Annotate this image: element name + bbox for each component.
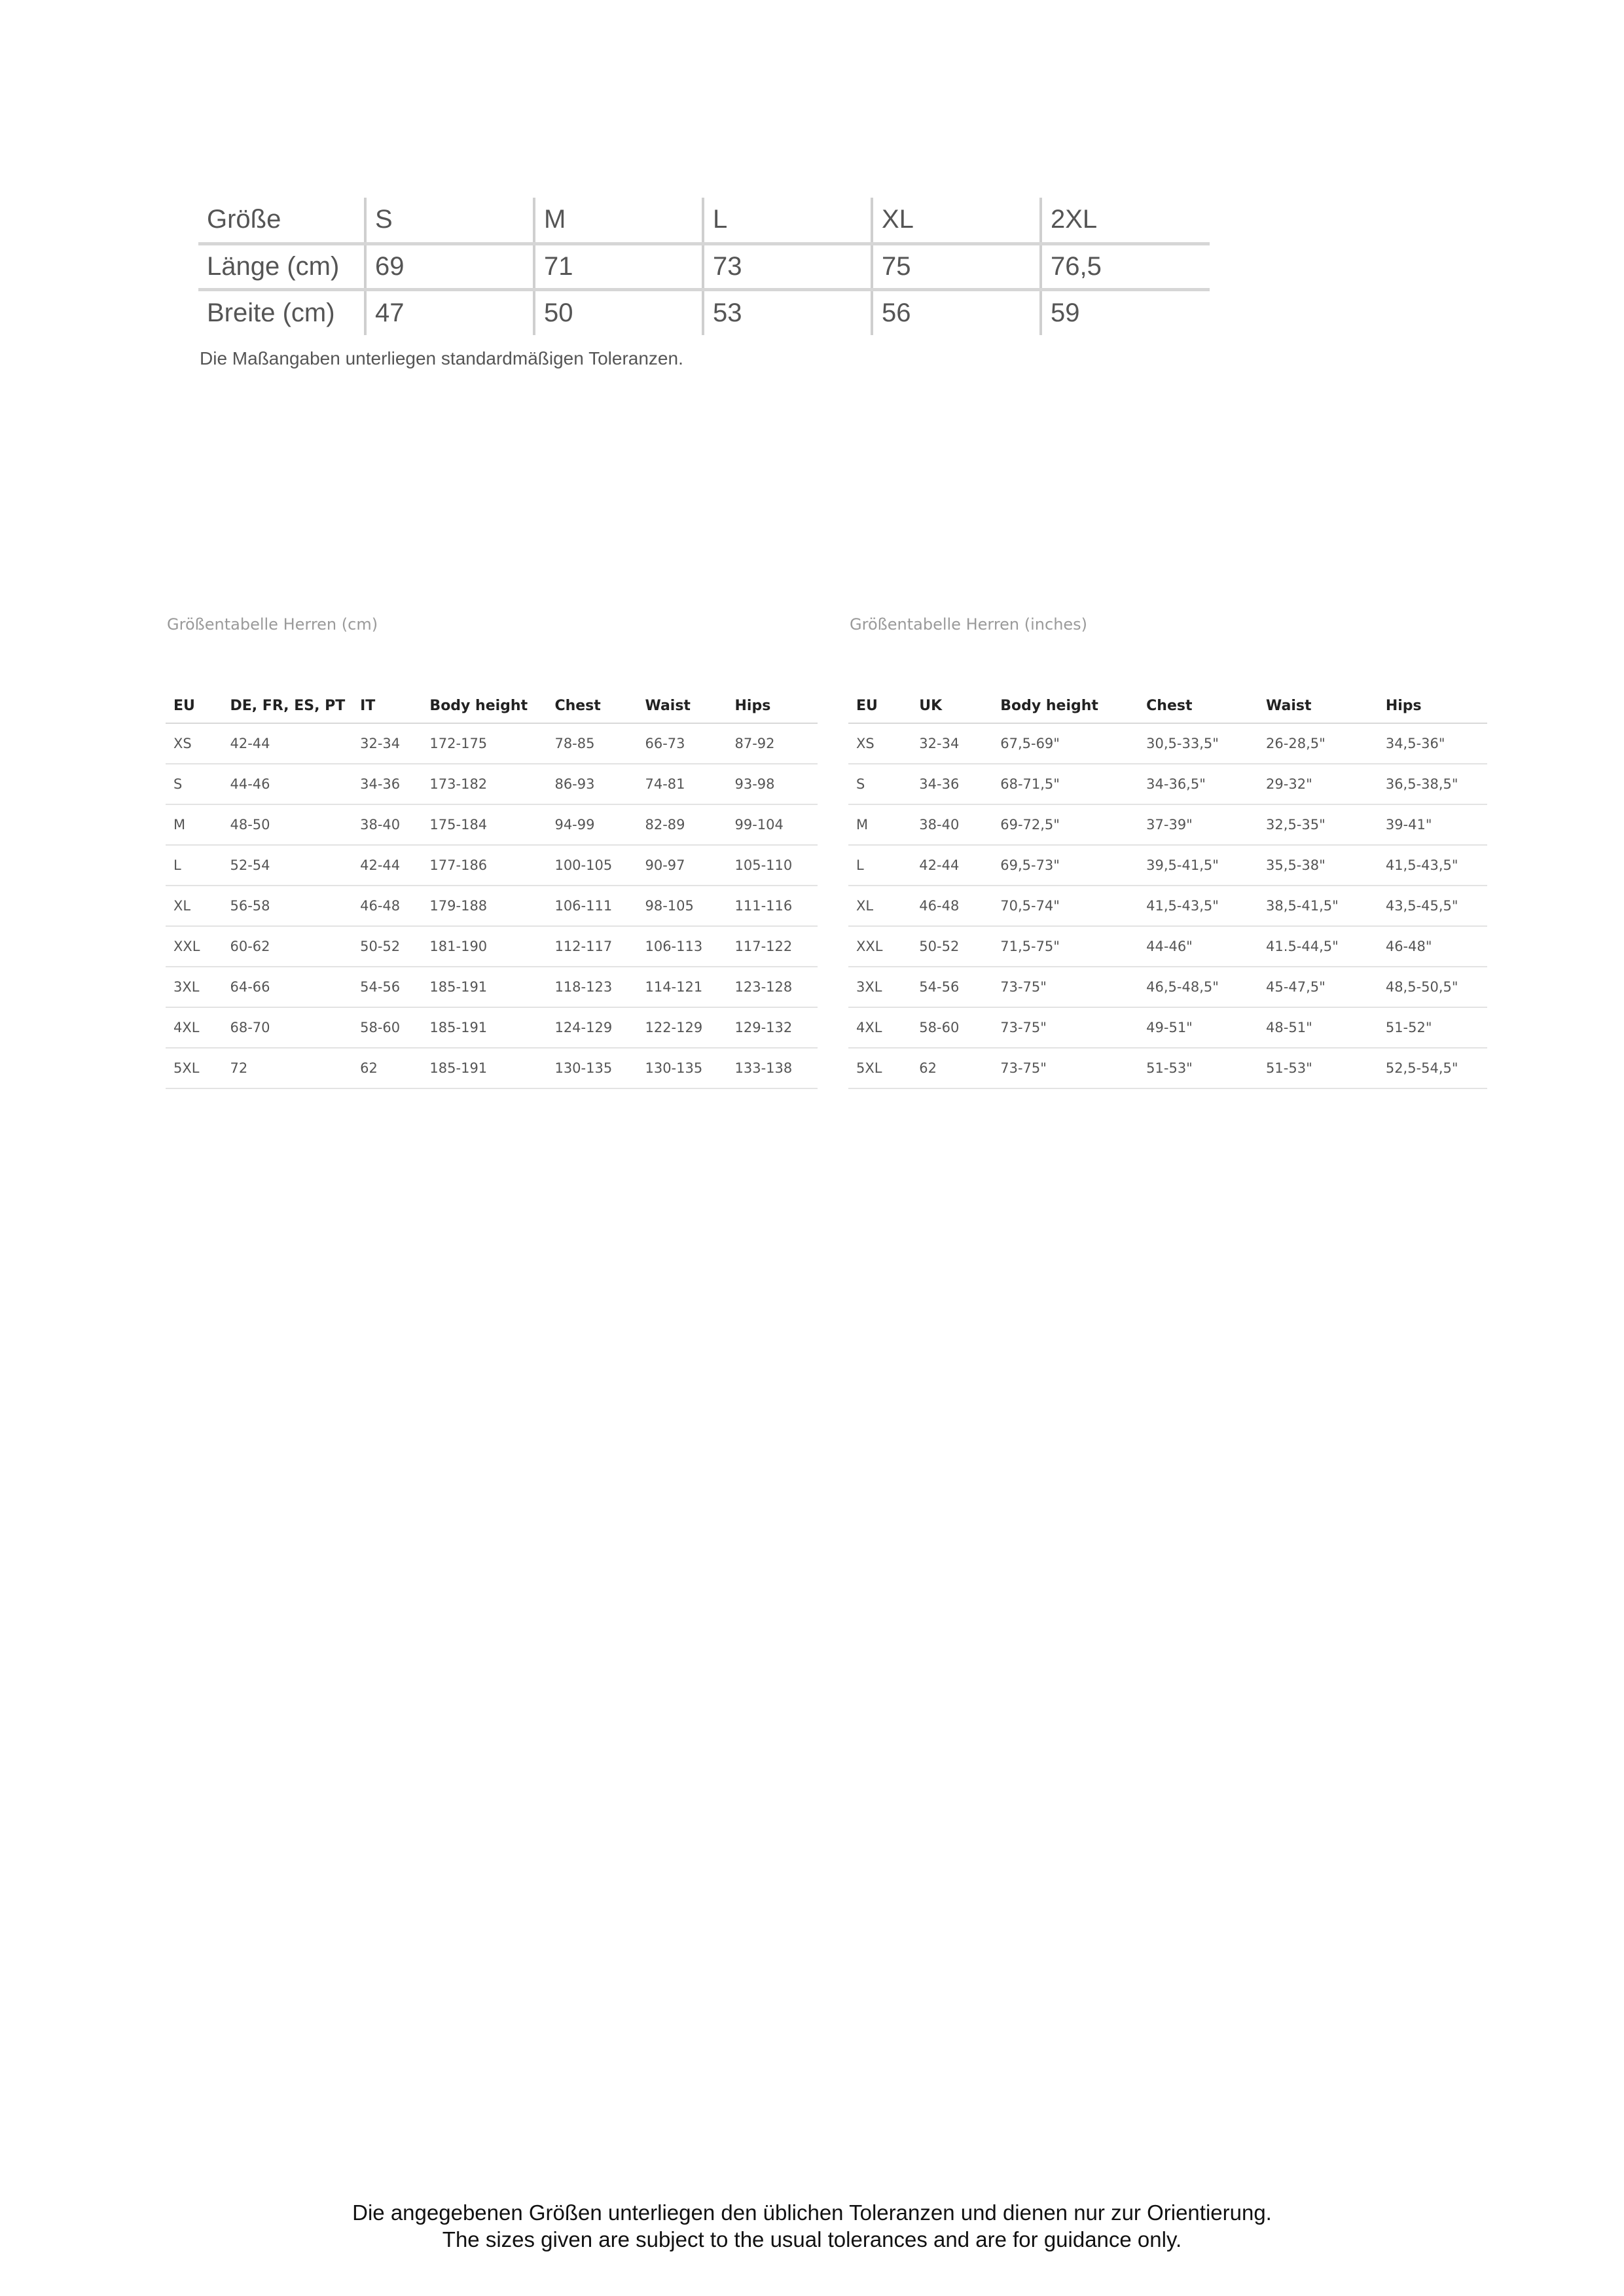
table-cell: 98-105: [637, 886, 727, 926]
column-header: Body height: [422, 689, 547, 723]
measurement-row: [198, 243, 1210, 289]
size-table-inches-head: [848, 689, 1487, 723]
table-cell: 73-75": [992, 967, 1138, 1007]
table-cell: 114-121: [637, 967, 727, 1007]
table-cell: 30,5-33,5": [1138, 723, 1258, 764]
table-cell: 124-129: [547, 1007, 637, 1048]
table-cell: 129-132: [727, 1007, 818, 1048]
table-cell: 44-46": [1138, 926, 1258, 967]
table-cell: 60-62: [223, 926, 353, 967]
table-cell: 49-51": [1138, 1007, 1258, 1048]
table-cell: 51-52": [1378, 1007, 1487, 1048]
table-header-row: [166, 689, 818, 723]
table-cell: XS: [166, 723, 223, 764]
table-cell: 58-60: [352, 1007, 422, 1048]
column-header: EU: [166, 689, 223, 723]
table-cell: 46-48: [352, 886, 422, 926]
table-cell: 58-60: [911, 1007, 992, 1048]
table-cell: 53: [703, 289, 872, 335]
table-cell: XXL: [848, 926, 911, 967]
column-header: EU: [848, 689, 911, 723]
table-cell: 51-53": [1138, 1048, 1258, 1088]
table-cell: 130-135: [547, 1048, 637, 1088]
table-cell: 59: [1041, 289, 1210, 335]
table-cell: 71: [534, 243, 703, 289]
table-cell: 93-98: [727, 764, 818, 804]
table-cell: 32,5-35": [1258, 804, 1378, 845]
table-row: [848, 1007, 1487, 1048]
table-cell: 52,5-54,5": [1378, 1048, 1487, 1088]
table-cell: 38,5-41,5": [1258, 886, 1378, 926]
footer-line-en: The sizes given are subject to the usual tolerances and are for guidance only.: [442, 2227, 1182, 2251]
table-cell: 66-73: [637, 723, 727, 764]
table-cell: 74-81: [637, 764, 727, 804]
table-cell: 185-191: [422, 967, 547, 1007]
table-cell: 106-113: [637, 926, 727, 967]
column-header: Hips: [727, 689, 818, 723]
table-cell: XXL: [166, 926, 223, 967]
table-cell: 34-36: [911, 764, 992, 804]
table-cell: Breite (cm): [207, 298, 335, 327]
table-cell: 48-51": [1258, 1007, 1378, 1048]
table-cell: 78-85: [547, 723, 637, 764]
size-table-cm-body: [166, 723, 818, 1088]
column-header: Chest: [547, 689, 637, 723]
table-cell: 64-66: [223, 967, 353, 1007]
table-row: [166, 723, 818, 764]
table-cell: 32-34: [911, 723, 992, 764]
table-cell: 3XL: [848, 967, 911, 1007]
table-cell: 48-50: [223, 804, 353, 845]
table-cell: XL: [848, 886, 911, 926]
table-cell: 51-53": [1258, 1048, 1378, 1088]
size-table-cm: [166, 689, 818, 1089]
table-cell: 181-190: [422, 926, 547, 967]
table-cell: 54-56: [911, 967, 992, 1007]
table-row: [166, 1007, 818, 1048]
table-cell: 48,5-50,5": [1378, 967, 1487, 1007]
table-cell: 43,5-45,5": [1378, 886, 1487, 926]
table-cell: 86-93: [547, 764, 637, 804]
table-cell: 87-92: [727, 723, 818, 764]
table-cell: 42-44: [223, 723, 353, 764]
table-cell: 177-186: [422, 845, 547, 886]
table-cell: 67,5-69": [992, 723, 1138, 764]
table-cell: 118-123: [547, 967, 637, 1007]
table-cell: 82-89: [637, 804, 727, 845]
chart-cm-title: Größentabelle Herren (cm): [167, 615, 378, 634]
table-cell: 56-58: [223, 886, 353, 926]
size-table-inches-body: [848, 723, 1487, 1088]
table-cell: 173-182: [422, 764, 547, 804]
table-cell: 3XL: [166, 967, 223, 1007]
table-cell: 133-138: [727, 1048, 818, 1088]
table-cell: 73: [703, 243, 872, 289]
table-row: [848, 967, 1487, 1007]
table-cell: 5XL: [848, 1048, 911, 1088]
table-cell: M: [848, 804, 911, 845]
table-cell: 75: [872, 243, 1041, 289]
table-cell: 112-117: [547, 926, 637, 967]
table-cell: 46,5-48,5": [1138, 967, 1258, 1007]
table-cell: 50-52: [352, 926, 422, 967]
table-cell: L: [166, 845, 223, 886]
column-header: Body height: [992, 689, 1138, 723]
table-row: [166, 926, 818, 967]
table-cell: XL: [166, 886, 223, 926]
table-row: [166, 804, 818, 845]
table-cell: 130-135: [637, 1048, 727, 1088]
table-cell: 123-128: [727, 967, 818, 1007]
table-cell: 73-75": [992, 1048, 1138, 1088]
table-cell: M: [166, 804, 223, 845]
table-cell: 68-71,5": [992, 764, 1138, 804]
table-cell: 69-72,5": [992, 804, 1138, 845]
table-row: [166, 886, 818, 926]
table-cell: XL: [872, 198, 1041, 243]
table-cell: 5XL: [166, 1048, 223, 1088]
table-cell: 50: [534, 289, 703, 335]
table-cell: 46-48": [1378, 926, 1487, 967]
measurement-note: Die Maßangaben unterliegen standardmäßigen Toleranzen.: [200, 348, 683, 368]
table-cell: 41,5-43,5": [1378, 845, 1487, 886]
chart-inches-title: Größentabelle Herren (inches): [850, 615, 1088, 634]
table-cell: 94-99: [547, 804, 637, 845]
column-header: Waist: [1258, 689, 1378, 723]
table-cell: 38-40: [352, 804, 422, 845]
table-row: [166, 764, 818, 804]
table-cell: 37-39": [1138, 804, 1258, 845]
table-cell: 185-191: [422, 1048, 547, 1088]
table-cell: 2XL: [1041, 198, 1210, 243]
table-cell: 45-47,5": [1258, 967, 1378, 1007]
table-cell: 69: [365, 243, 534, 289]
table-cell: XS: [848, 723, 911, 764]
table-cell: 99-104: [727, 804, 818, 845]
table-cell: 41.5-44,5": [1258, 926, 1378, 967]
table-cell: 90-97: [637, 845, 727, 886]
column-header: Waist: [637, 689, 727, 723]
table-cell: 100-105: [547, 845, 637, 886]
table-cell: Länge (cm): [207, 251, 340, 281]
table-cell: 50-52: [911, 926, 992, 967]
table-cell: 56: [872, 289, 1041, 335]
table-cell: 39-41": [1378, 804, 1487, 845]
table-row: [166, 845, 818, 886]
table-cell: S: [848, 764, 911, 804]
table-row: [166, 967, 818, 1007]
table-cell: 4XL: [166, 1007, 223, 1048]
table-row: [848, 1048, 1487, 1088]
table-cell: 122-129: [637, 1007, 727, 1048]
table-row: [848, 764, 1487, 804]
table-cell: 39,5-41,5": [1138, 845, 1258, 886]
measurement-table-body: [198, 198, 1210, 335]
table-row: [848, 804, 1487, 845]
table-cell: 111-116: [727, 886, 818, 926]
column-header: Chest: [1138, 689, 1258, 723]
footer: [0, 2199, 1624, 2253]
table-cell: 42-44: [352, 845, 422, 886]
footer-line-de: Die angegebenen Größen unterliegen den üblichen Toleranzen und dienen nur zur Orientierung.: [352, 2200, 1272, 2225]
table-cell: 4XL: [848, 1007, 911, 1048]
table-cell: 62: [352, 1048, 422, 1088]
table-cell: 41,5-43,5": [1138, 886, 1258, 926]
table-cell: L: [848, 845, 911, 886]
table-cell: Größe: [207, 205, 281, 234]
table-row: [848, 886, 1487, 926]
table-row: [848, 926, 1487, 967]
table-cell: M: [534, 198, 703, 243]
table-cell: 38-40: [911, 804, 992, 845]
table-cell: 35,5-38": [1258, 845, 1378, 886]
table-cell: 71,5-75": [992, 926, 1138, 967]
table-cell: 117-122: [727, 926, 818, 967]
table-cell: 54-56: [352, 967, 422, 1007]
table-cell: 72: [223, 1048, 353, 1088]
measurement-row: [198, 198, 1210, 243]
size-table-inches: [848, 689, 1487, 1089]
table-cell: S: [166, 764, 223, 804]
size-table-cm-head: [166, 689, 818, 723]
table-cell: 76,5: [1041, 243, 1210, 289]
table-cell: S: [365, 198, 534, 243]
table-cell: 44-46: [223, 764, 353, 804]
table-cell: L: [703, 198, 872, 243]
column-header: DE, FR, ES, PT: [223, 689, 353, 723]
table-cell: 62: [911, 1048, 992, 1088]
table-cell: 105-110: [727, 845, 818, 886]
measurement-row: [198, 289, 1210, 335]
table-cell: 29-32": [1258, 764, 1378, 804]
table-cell: 185-191: [422, 1007, 547, 1048]
table-cell: 47: [365, 289, 534, 335]
table-cell: 175-184: [422, 804, 547, 845]
table-cell: 106-111: [547, 886, 637, 926]
table-row: [848, 845, 1487, 886]
measurement-table: [198, 198, 1210, 335]
table-cell: 73-75": [992, 1007, 1138, 1048]
table-cell: 70,5-74": [992, 886, 1138, 926]
table-cell: 26-28,5": [1258, 723, 1378, 764]
table-cell: 46-48: [911, 886, 992, 926]
table-cell: 34-36: [352, 764, 422, 804]
table-cell: 68-70: [223, 1007, 353, 1048]
table-cell: 32-34: [352, 723, 422, 764]
column-header: Hips: [1378, 689, 1487, 723]
table-cell: 179-188: [422, 886, 547, 926]
table-cell: 36,5-38,5": [1378, 764, 1487, 804]
column-header: UK: [911, 689, 992, 723]
table-cell: 34,5-36": [1378, 723, 1487, 764]
table-cell: 34-36,5": [1138, 764, 1258, 804]
table-header-row: [848, 689, 1487, 723]
table-cell: 69,5-73": [992, 845, 1138, 886]
table-cell: 42-44: [911, 845, 992, 886]
table-cell: 172-175: [422, 723, 547, 764]
table-row: [848, 723, 1487, 764]
table-cell: 52-54: [223, 845, 353, 886]
table-row: [166, 1048, 818, 1088]
column-header: IT: [352, 689, 422, 723]
